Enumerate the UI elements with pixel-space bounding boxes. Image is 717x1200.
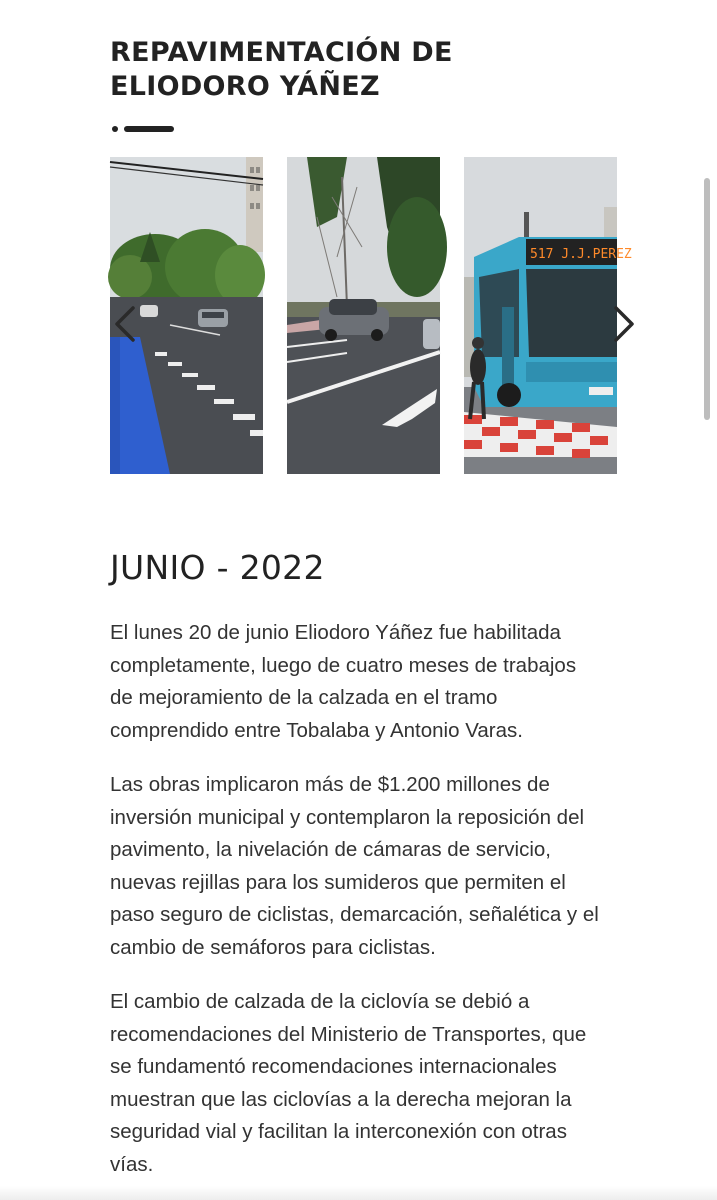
title-line-2: ELIODORO YÁÑEZ [110,71,380,102]
paragraph-line: comprendido entre Tobalaba y Antonio Varas. [110,718,523,742]
paragraph-line: recomendaciones del Ministerio de Transportes, que [110,1022,587,1046]
paragraph-1 [110,617,670,747]
paragraph-line: vías. [110,1152,154,1176]
month-heading: JUNIO - 2022 [110,548,325,587]
carousel-next-button[interactable] [610,304,638,344]
paragraph-line: El cambio de calzada de la ciclovía se debió a [110,990,530,1013]
carousel-slide-bus-crosswalk[interactable] [464,157,632,474]
paragraph-line: pavimento, la nivelación de cámaras de servicio, [110,838,551,861]
paragraph-line: inversión municipal y contemplaron la reposición del [110,805,585,829]
decoration-dot [112,126,118,132]
bottom-edge-fade [0,1186,717,1200]
paragraph-line: paso seguro de ciclistas, demarcación, señalética y el [110,903,599,926]
chevron-left-icon [111,304,139,344]
paragraph-3 [110,986,670,1181]
paragraph-line: de mejoramiento de la calzada en el tramo [110,686,498,709]
paragraph-line: seguridad vial y facilitan la interconexión con otras [110,1120,567,1143]
bus-destination-sign: 517 J.J.PEREZ [530,247,632,262]
paragraph-2 [110,769,670,964]
paragraph-line: nuevas rejillas para los sumideros que permiten el [110,870,566,894]
street-car-photo [287,157,440,474]
paragraph-line: cambio de semáforos para ciclistas. [110,935,436,959]
carousel-prev-button[interactable] [111,304,139,344]
page-title [110,36,630,104]
scrollbar[interactable] [704,178,710,420]
carousel-slide-street-car[interactable] [287,157,440,474]
decoration-bar [124,126,174,132]
paragraph-line: completamente, luego de cuatro meses de trabajos [110,653,577,677]
paragraph-line: Las obras implicaron más de $1.200 millones de [110,773,550,796]
paragraph-line: El lunes 20 de junio Eliodoro Yáñez fue habilitada [110,621,561,644]
paragraph-line: muestran que las ciclovías a la derecha mejoran la [110,1087,572,1111]
photo-carousel[interactable] [110,157,632,474]
title-underline-decoration [110,125,180,133]
bus-crosswalk-photo [464,157,632,474]
title-line-1: REPAVIMENTACIÓN DE [110,37,453,68]
paragraph-line: se fundamentó recomendaciones internacionales [110,1055,557,1078]
chevron-right-icon [610,304,638,344]
